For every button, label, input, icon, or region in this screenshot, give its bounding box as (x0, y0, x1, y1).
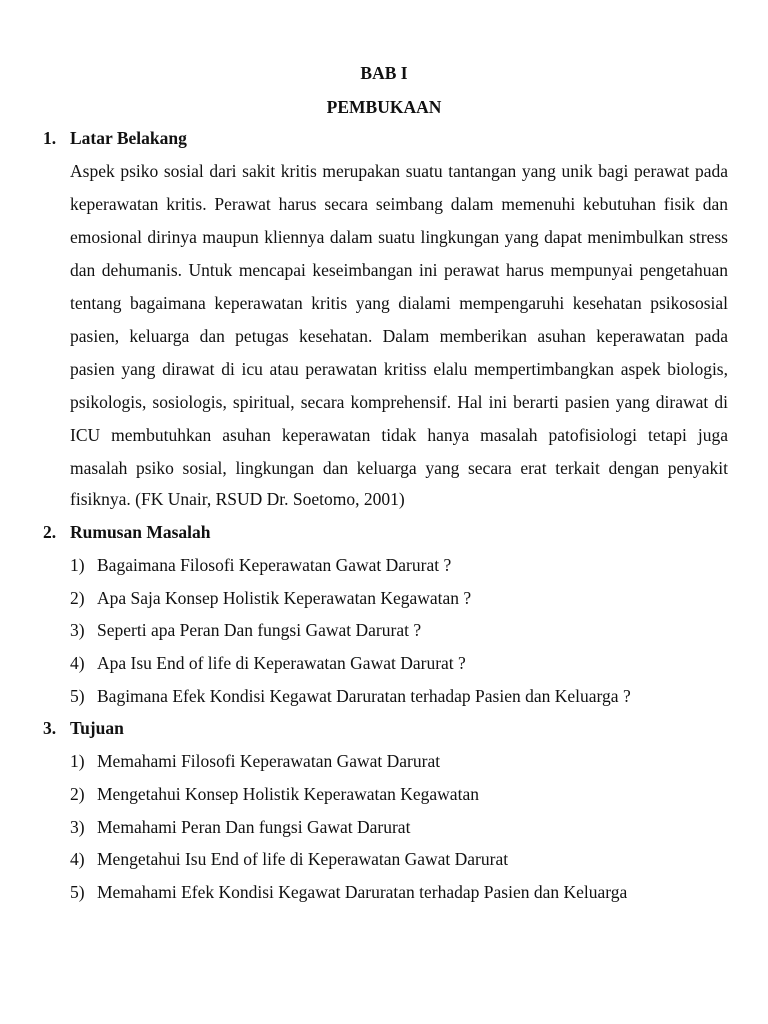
list-item-number: 2) (70, 588, 85, 608)
list-item-number: 1) (70, 751, 85, 771)
paragraph-line: dan dehumanis. Untuk mencapai keseimbangan ini perawat harus mempunyai pengetahuan (70, 260, 728, 280)
section-number: 3. (43, 718, 57, 738)
paragraph-line: pasien yang dirawat di icu atau perawatan kritiss elalu mempertimbangkan aspek biologis, (70, 359, 728, 379)
chapter-label: BAB I (360, 63, 408, 83)
list-item-number: 1) (70, 555, 85, 575)
paragraph-line: Aspek psiko sosial dari sakit kritis merupakan suatu tantangan yang unik bagi perawat pada (70, 161, 728, 181)
section-number: 2. (43, 522, 57, 542)
paragraph-line: psikologis, sosiologis, spiritual, secara komprehensif. Hal ini berarti pasien yang dirawat di (70, 392, 728, 412)
list-item: Memahami Peran Dan fungsi Gawat Darurat (97, 817, 411, 837)
list-item: Apa Isu End of life di Keperawatan Gawat Darurat ? (97, 653, 466, 673)
section-number: 1. (43, 128, 57, 148)
list-item: Mengetahui Isu End of life di Keperawatan Gawat Darurat (97, 849, 509, 869)
list-item-number: 3) (70, 620, 85, 640)
paragraph-line: masalah psiko sosial, lingkungan dan keluarga yang secara erat terkait dengan penyakit (70, 458, 728, 478)
list-item-number: 5) (70, 882, 85, 902)
list-item: Mengetahui Konsep Holistik Keperawatan Kegawatan (97, 784, 479, 804)
paragraph-line: pasien, keluarga dan petugas kesehatan. Dalam memberikan asuhan keperawatan pada (70, 326, 728, 346)
list-item: Memahami Filosofi Keperawatan Gawat Darurat (97, 751, 441, 771)
chapter-title: PEMBUKAAN (326, 97, 442, 117)
paragraph-line: ICU membutuhkan asuhan keperawatan tidak hanya masalah patofisiologi tetapi juga (70, 425, 728, 445)
list-item: Memahami Efek Kondisi Kegawat Daruratan terhadap Pasien dan Keluarga (97, 882, 628, 902)
list-item-number: 3) (70, 817, 85, 837)
paragraph-line: keperawatan kritis. Perawat harus secara seimbang dalam memenuhi kebutuhan fisik dan (70, 194, 728, 214)
list-item: Bagimana Efek Kondisi Kegawat Daruratan terhadap Pasien dan Keluarga ? (97, 686, 631, 706)
paragraph-line: emosional dirinya maupun kliennya dalam suatu lingkungan yang dapat menimbulkan stress (70, 227, 728, 247)
list-item: Apa Saja Konsep Holistik Keperawatan Kegawatan ? (97, 588, 472, 608)
list-item-number: 4) (70, 849, 85, 869)
paragraph-line: tentang bagaimana keperawatan kritis yang dialami mempengaruhi kesehatan psikososial (70, 293, 728, 313)
list-item-number: 5) (70, 686, 85, 706)
paragraph-line: fisiknya. (FK Unair, RSUD Dr. Soetomo, 2001) (70, 489, 405, 509)
section-title-latar-belakang: Latar Belakang (70, 128, 187, 148)
list-item-number: 2) (70, 784, 85, 804)
section-title-tujuan: Tujuan (70, 718, 124, 738)
section-title-rumusan-masalah: Rumusan Masalah (70, 522, 211, 542)
list-item: Seperti apa Peran Dan fungsi Gawat Darurat ? (97, 620, 422, 640)
list-item-number: 4) (70, 653, 85, 673)
list-item: Bagaimana Filosofi Keperawatan Gawat Darurat ? (97, 555, 452, 575)
